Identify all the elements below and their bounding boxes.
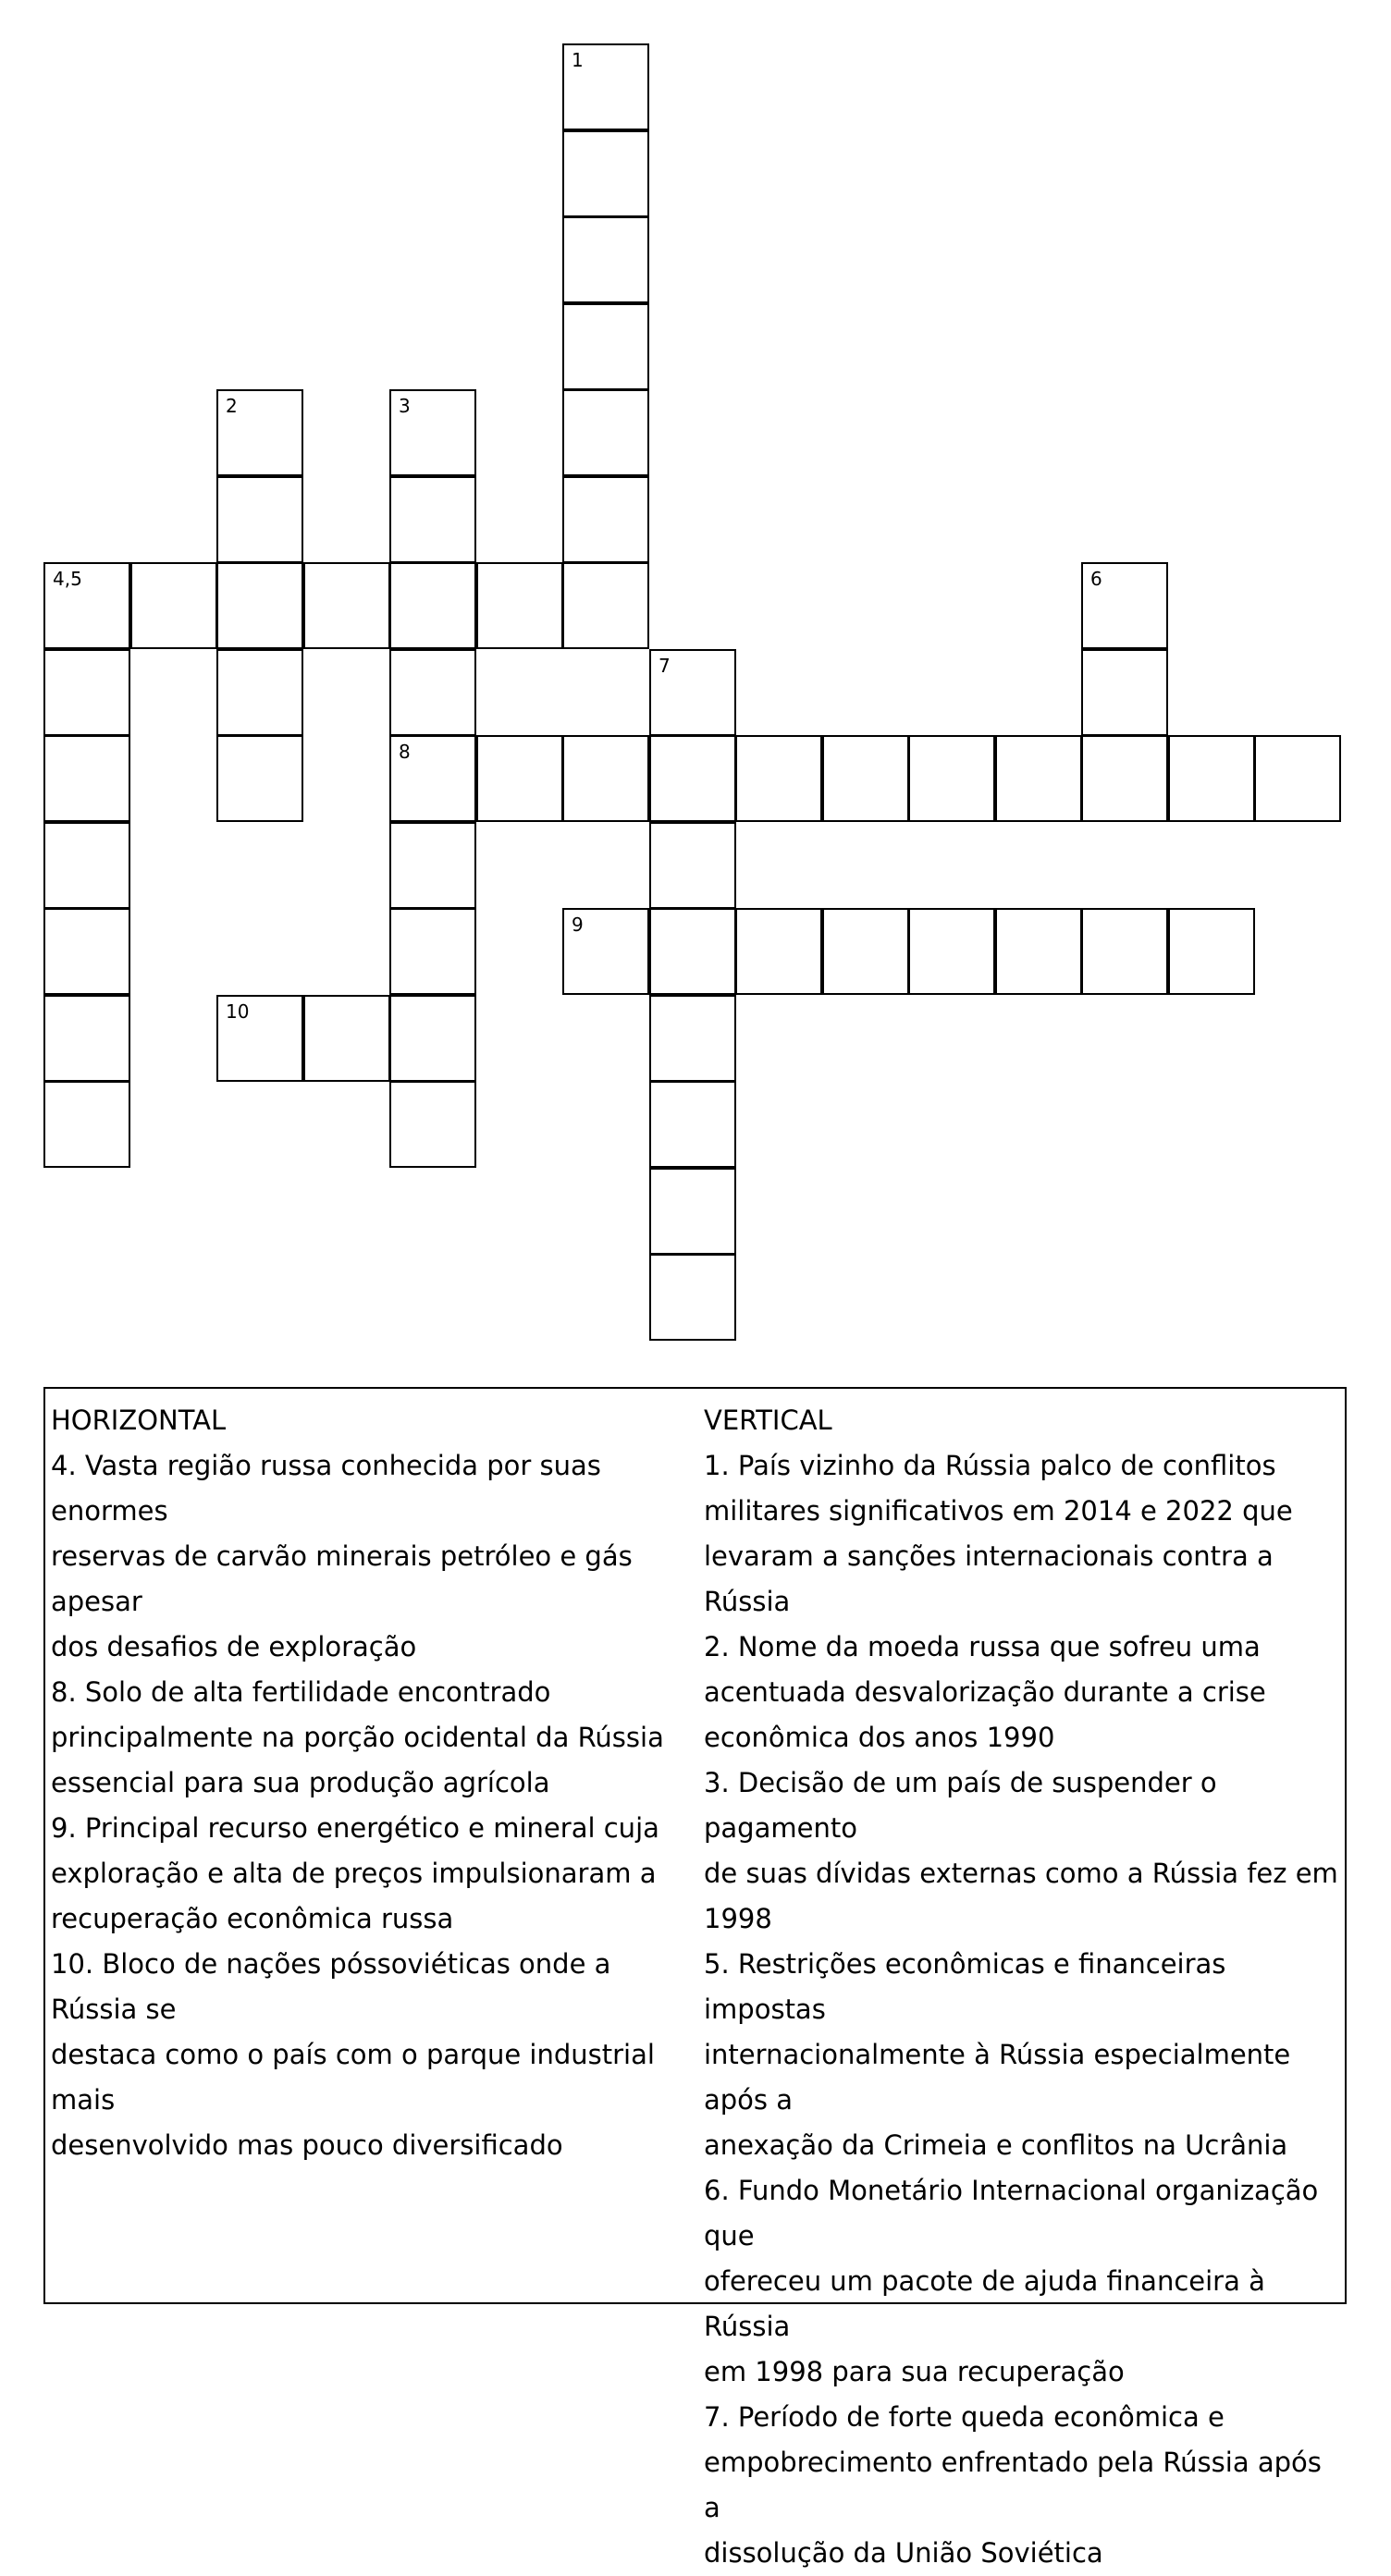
- crossword-cell[interactable]: [562, 735, 649, 822]
- horizontal-clue-line: 8. Solo de alta fertilidade encontrado: [51, 1676, 551, 1708]
- vertical-clue-line: 3. Decisão de um país de suspender o pagamento: [704, 1767, 1217, 1844]
- clues-box: [43, 1387, 1347, 2569]
- crossword-cell-2[interactable]: [216, 389, 303, 476]
- crossword-cell[interactable]: [1254, 735, 1341, 822]
- crossword-cell[interactable]: [649, 822, 736, 909]
- vertical-clue-line: militares significativos em 2014 e 2022 que: [704, 1495, 1293, 1527]
- crossword-cell[interactable]: [649, 1168, 736, 1255]
- vertical-clue-line: 1998: [704, 1903, 772, 1934]
- crossword-cell-3[interactable]: [389, 389, 476, 476]
- crossword-cell[interactable]: [735, 908, 822, 995]
- crossword-cell[interactable]: [1081, 908, 1168, 995]
- crossword-cell[interactable]: [995, 908, 1082, 995]
- vertical-clue-line: levaram a sanções internacionais contra a Rússia: [704, 1540, 1274, 1617]
- crossword-cell[interactable]: [562, 130, 649, 217]
- horizontal-clue-line: 4. Vasta região russa conhecida por suas enormes: [51, 1450, 601, 1527]
- crossword-cell[interactable]: [389, 995, 476, 1082]
- crossword-cell[interactable]: [389, 908, 476, 995]
- crossword-cell[interactable]: [735, 735, 822, 822]
- clue-number: 1: [572, 49, 584, 71]
- crossword-cell-10[interactable]: [216, 995, 303, 1082]
- vertical-clue-line: de suas dívidas externas como a Rússia fez em: [704, 1858, 1338, 1889]
- vertical-clue-line: 5. Restrições econômicas e financeiras impostas: [704, 1948, 1226, 2025]
- crossword-cell[interactable]: [389, 649, 476, 736]
- horizontal-clue-line: desenvolvido mas pouco diversificado: [51, 2129, 563, 2161]
- horizontal-clue-line: exploração e alta de preços impulsionaram a: [51, 1858, 657, 1889]
- horizontal-clue-line: destaca como o país com o parque industrial mais: [51, 2039, 655, 2116]
- horizontal-clue-line: reservas de carvão minerais petróleo e gás apesar: [51, 1540, 633, 1617]
- crossword-cell[interactable]: [649, 908, 736, 995]
- crossword-cell[interactable]: [908, 735, 995, 822]
- horizontal-clue-line: essencial para sua produção agrícola: [51, 1767, 550, 1798]
- crossword-cell[interactable]: [649, 1081, 736, 1168]
- vertical-clue-line: 2. Nome da moeda russa que sofreu uma: [704, 1631, 1261, 1662]
- crossword-cell[interactable]: [1168, 908, 1255, 995]
- crossword-cell-6[interactable]: [1081, 562, 1168, 649]
- crossword-cell[interactable]: [130, 562, 217, 649]
- crossword-cell[interactable]: [389, 822, 476, 909]
- crossword-cell[interactable]: [303, 562, 390, 649]
- vertical-clue-line: ofereceu um pacote de ajuda financeira à Rússia: [704, 2265, 1265, 2342]
- crossword-cell[interactable]: [822, 908, 909, 995]
- crossword-cell[interactable]: [562, 216, 649, 303]
- horizontal-clue-line: 9. Principal recurso energético e mineral cuja: [51, 1812, 659, 1844]
- crossword-cell[interactable]: [389, 1081, 476, 1168]
- crossword-cell-4-5[interactable]: [43, 562, 130, 649]
- clue-number: 6: [1090, 568, 1102, 590]
- crossword-cell[interactable]: [649, 995, 736, 1082]
- crossword-cell[interactable]: [562, 303, 649, 390]
- vertical-clue-line: anexação da Crimeia e conflitos na Ucrânia: [704, 2129, 1288, 2161]
- horizontal-heading: HORIZONTAL: [51, 1405, 227, 1436]
- crossword-cell[interactable]: [476, 735, 563, 822]
- crossword-cell[interactable]: [1081, 649, 1168, 736]
- crossword-cell[interactable]: [389, 476, 476, 563]
- crossword-cell[interactable]: [216, 735, 303, 822]
- horizontal-clues-column: [51, 1398, 689, 2168]
- crossword-cell[interactable]: [216, 562, 303, 649]
- vertical-clue-line: empobrecimento enfrentado pela Rússia após a: [704, 2447, 1322, 2523]
- crossword-cell[interactable]: [43, 649, 130, 736]
- crossword-cell[interactable]: [476, 562, 563, 649]
- crossword-cell[interactable]: [562, 476, 649, 563]
- clue-number: 7: [659, 655, 671, 677]
- vertical-clue-line: em 1998 para sua recuperação: [704, 2356, 1125, 2387]
- crossword-cell[interactable]: [43, 822, 130, 909]
- vertical-clue-line: 7. Período de forte queda econômica e: [704, 2401, 1225, 2433]
- clue-number: 8: [399, 741, 411, 763]
- vertical-clue-line: dissolução da União Soviética: [704, 2537, 1103, 2569]
- crossword-cell[interactable]: [303, 995, 390, 1082]
- crossword-cell[interactable]: [562, 562, 649, 649]
- crossword-cell[interactable]: [1168, 735, 1255, 822]
- crossword-cell[interactable]: [216, 476, 303, 563]
- horizontal-clue-line: 10. Bloco de nações póssoviéticas onde a Rússia se: [51, 1948, 611, 2025]
- crossword-cell-9[interactable]: [562, 908, 649, 995]
- crossword-cell[interactable]: [995, 735, 1082, 822]
- clue-number: 10: [226, 1000, 250, 1023]
- crossword-cell[interactable]: [822, 735, 909, 822]
- horizontal-clue-line: dos desafios de exploração: [51, 1631, 417, 1662]
- vertical-clue-line: 1. País vizinho da Rússia palco de conflitos: [704, 1450, 1276, 1481]
- crossword-cell[interactable]: [43, 735, 130, 822]
- crossword-cell[interactable]: [43, 995, 130, 1082]
- crossword-cell-8[interactable]: [389, 735, 476, 822]
- crossword-cell[interactable]: [43, 908, 130, 995]
- horizontal-clue-line: recuperação econômica russa: [51, 1903, 454, 1934]
- crossword-cell[interactable]: [649, 1254, 736, 1341]
- vertical-clue-line: internacionalmente à Rússia especialmente após a: [704, 2039, 1291, 2116]
- horizontal-clue-line: principalmente na porção ocidental da Rússia: [51, 1722, 664, 1753]
- crossword-cell[interactable]: [389, 562, 476, 649]
- crossword-cell[interactable]: [1081, 735, 1168, 822]
- crossword-cell[interactable]: [43, 1081, 130, 1168]
- crossword-cell[interactable]: [216, 649, 303, 736]
- clue-number: 3: [399, 395, 411, 417]
- crossword-cell[interactable]: [649, 735, 736, 822]
- crossword-cell[interactable]: [562, 389, 649, 476]
- crossword-cell-1[interactable]: [562, 43, 649, 130]
- clue-number: 4,5: [53, 568, 82, 590]
- vertical-heading: VERTICAL: [704, 1405, 832, 1436]
- clue-number: 2: [226, 395, 238, 417]
- clue-number: 9: [572, 914, 584, 936]
- crossword-cell[interactable]: [908, 908, 995, 995]
- crossword-cell-7[interactable]: [649, 649, 736, 736]
- vertical-clues-column: [704, 1398, 1342, 2576]
- vertical-clue-line: acentuada desvalorização durante a crise: [704, 1676, 1266, 1708]
- vertical-clue-line: econômica dos anos 1990: [704, 1722, 1055, 1753]
- vertical-clue-line: 6. Fundo Monetário Internacional organização que: [704, 2175, 1319, 2251]
